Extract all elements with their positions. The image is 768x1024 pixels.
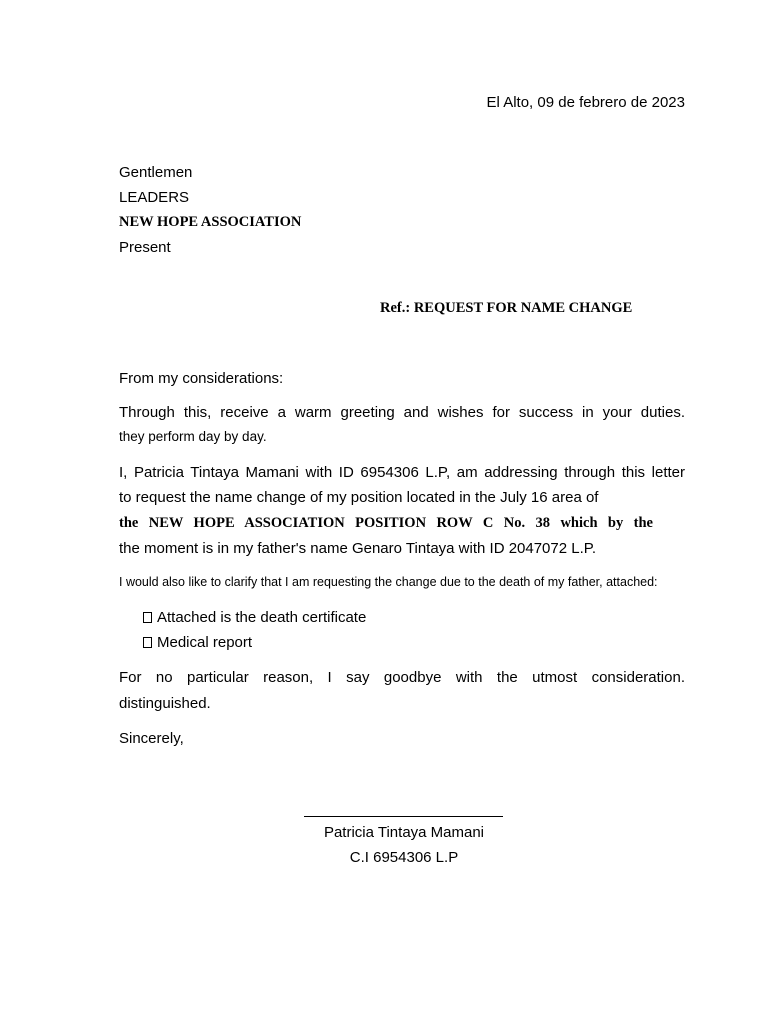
signature-name: Patricia Tintaya Mamani [323,824,485,841]
paragraph-2-line-4: the moment is in my father's name Genaro Tintaya with ID 2047072 L.P. [119,540,597,557]
paragraph-2-line-3: the NEW HOPE ASSOCIATION POSITION ROW C No. 38 which by the [119,515,653,531]
closing-line-2: distinguished. [119,695,211,712]
paragraph-2-line-1: I, Patricia Tintaya Mamani with ID 6954306 L.P, am addressing through this letter [119,464,685,481]
paragraph-1-line-2: they perform day by day. [119,429,267,444]
checkbox-icon [143,637,152,648]
attachment-label: Attached is the death certificate [157,609,367,626]
paragraph-1-line-1: Through this, receive a warm greeting and wishes for success in your duties. [119,404,685,421]
signature-id: C.I 6954306 L.P [349,849,459,866]
recipient-organization: NEW HOPE ASSOCIATION [119,214,302,230]
recipient-line-2: LEADERS [119,189,190,206]
attachment-label: Medical report [157,634,253,651]
salutation: From my considerations: [119,370,284,387]
recipient-line-4: Present [119,239,171,256]
attachment-item [143,609,366,627]
letter-date: El Alto, 09 de febrero de 2023 [486,94,685,111]
signature-line [304,816,503,817]
reference-line: Ref.: REQUEST FOR NAME CHANGE [380,300,633,316]
paragraph-3: I would also like to clarify that I am requesting the change due to the death of my father, attached: [119,575,658,589]
signoff: Sincerely, [119,730,184,747]
closing-line-1: For no particular reason, I say goodbye with the utmost consideration. [119,669,685,686]
checkbox-icon [143,612,152,623]
recipient-line-1: Gentlemen [119,164,193,181]
attachment-item [143,634,252,652]
paragraph-2-line-2: to request the name change of my position located in the July 16 area of [119,489,599,506]
